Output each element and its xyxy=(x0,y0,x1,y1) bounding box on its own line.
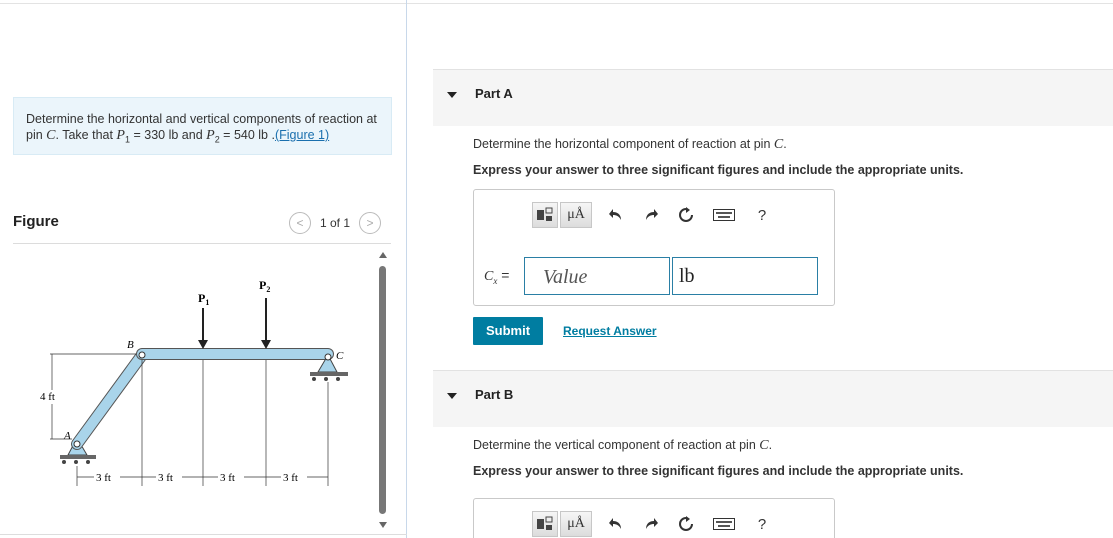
figure-pager xyxy=(289,212,381,234)
part-b-question-text: Determine the vertical component of reaction at pin xyxy=(473,438,760,452)
help-icon[interactable]: ? xyxy=(757,515,767,533)
pin-a xyxy=(74,441,80,447)
cx-symbol: C xyxy=(484,269,494,284)
math-toolbar-b xyxy=(532,511,773,537)
problem-statement xyxy=(13,97,392,155)
value-input[interactable]: Value xyxy=(524,257,670,295)
label-c: C xyxy=(336,350,344,362)
cx-subscript: x xyxy=(493,275,498,286)
p1-symbol: P xyxy=(116,128,125,143)
part-a-pin-symbol: C xyxy=(773,137,784,152)
figure-scrollbar[interactable] xyxy=(379,252,387,528)
label-span-1: 3 ft xyxy=(96,472,111,484)
part-b-answer-box xyxy=(473,498,835,538)
redo-icon[interactable] xyxy=(640,513,662,535)
frame-diagram xyxy=(30,250,370,510)
p2-symbol: P xyxy=(206,128,215,143)
part-b-pin-symbol: C xyxy=(759,438,769,453)
p2-subscript: 2 xyxy=(214,134,220,145)
next-figure-button[interactable]: > xyxy=(359,212,381,234)
label-span-4: 3 ft xyxy=(283,472,298,484)
label-height: 4 ft xyxy=(40,391,55,403)
undo-icon[interactable] xyxy=(605,204,627,226)
undo-icon[interactable] xyxy=(605,513,627,535)
problem-and: and xyxy=(178,128,207,142)
pin-symbol: C xyxy=(46,128,56,143)
figure-heading: Figure xyxy=(13,213,59,230)
collapse-triangle-icon[interactable] xyxy=(447,92,457,98)
p1-subscript: 1 xyxy=(124,134,130,145)
reset-icon[interactable] xyxy=(675,204,697,226)
request-answer-link[interactable]: Request Answer xyxy=(563,324,657,338)
part-b-question: Determine the vertical component of reaction at pin C. xyxy=(473,438,773,453)
label-a: A xyxy=(64,430,71,442)
pin-b xyxy=(139,352,145,358)
part-a-answer-box xyxy=(473,189,835,306)
unit-input[interactable]: lb xyxy=(672,257,818,295)
scroll-up-icon[interactable] xyxy=(379,252,387,258)
label-p2: $P_2$ xyxy=(259,278,271,294)
part-a-header[interactable] xyxy=(433,69,1113,126)
keyboard-icon[interactable] xyxy=(713,204,735,226)
left-pane xyxy=(0,0,407,538)
p2-value: = 540 lb xyxy=(219,128,269,142)
part-a-question: Determine the horizontal component of reaction at pin C. xyxy=(473,137,787,152)
part-a-instruction: Express your answer to three significant figures and include the appropriate units. xyxy=(473,163,964,177)
pin-c xyxy=(325,354,331,360)
label-span-2: 3 ft xyxy=(158,472,173,484)
label-span-3: 3 ft xyxy=(220,472,235,484)
prev-figure-button[interactable]: < xyxy=(289,212,311,234)
units-button[interactable]: μÅ xyxy=(560,202,592,228)
figure-divider xyxy=(13,243,391,244)
part-b-header[interactable] xyxy=(433,370,1113,427)
part-b-title: Part B xyxy=(475,387,514,402)
reset-icon[interactable] xyxy=(675,513,697,535)
templates-button[interactable] xyxy=(532,511,558,537)
help-icon[interactable]: ? xyxy=(757,206,767,224)
label-p1: $P_1$ xyxy=(198,291,210,307)
templates-icon xyxy=(536,516,554,532)
submit-button[interactable]: Submit xyxy=(473,317,543,345)
part-a-question-text: Determine the horizontal component of reaction at pin xyxy=(473,137,774,151)
templates-icon xyxy=(536,207,554,223)
math-toolbar xyxy=(532,202,773,228)
label-b: B xyxy=(127,339,134,351)
scroll-down-icon[interactable] xyxy=(379,522,387,528)
part-a-title: Part A xyxy=(475,86,513,101)
templates-button[interactable] xyxy=(532,202,558,228)
figure-link[interactable]: (Figure 1) xyxy=(274,128,330,142)
figure-count: 1 of 1 xyxy=(320,216,351,230)
cx-label xyxy=(484,267,509,286)
problem-intro: Determine the horizontal and vertical components of reaction at pin xyxy=(26,112,377,142)
units-button[interactable]: μÅ xyxy=(560,511,592,537)
p1-value: = 330 lb xyxy=(130,128,179,142)
collapse-triangle-icon[interactable] xyxy=(447,393,457,399)
problem-period: . xyxy=(268,128,275,142)
keyboard-icon[interactable] xyxy=(713,513,735,535)
scroll-thumb[interactable] xyxy=(379,266,386,514)
part-b-instruction: Express your answer to three significant figures and include the appropriate units. xyxy=(473,464,964,478)
cx-equals: = xyxy=(497,267,510,283)
redo-icon[interactable] xyxy=(640,204,662,226)
left-bottom-divider xyxy=(0,534,407,535)
problem-take-that: . Take that xyxy=(55,128,117,142)
